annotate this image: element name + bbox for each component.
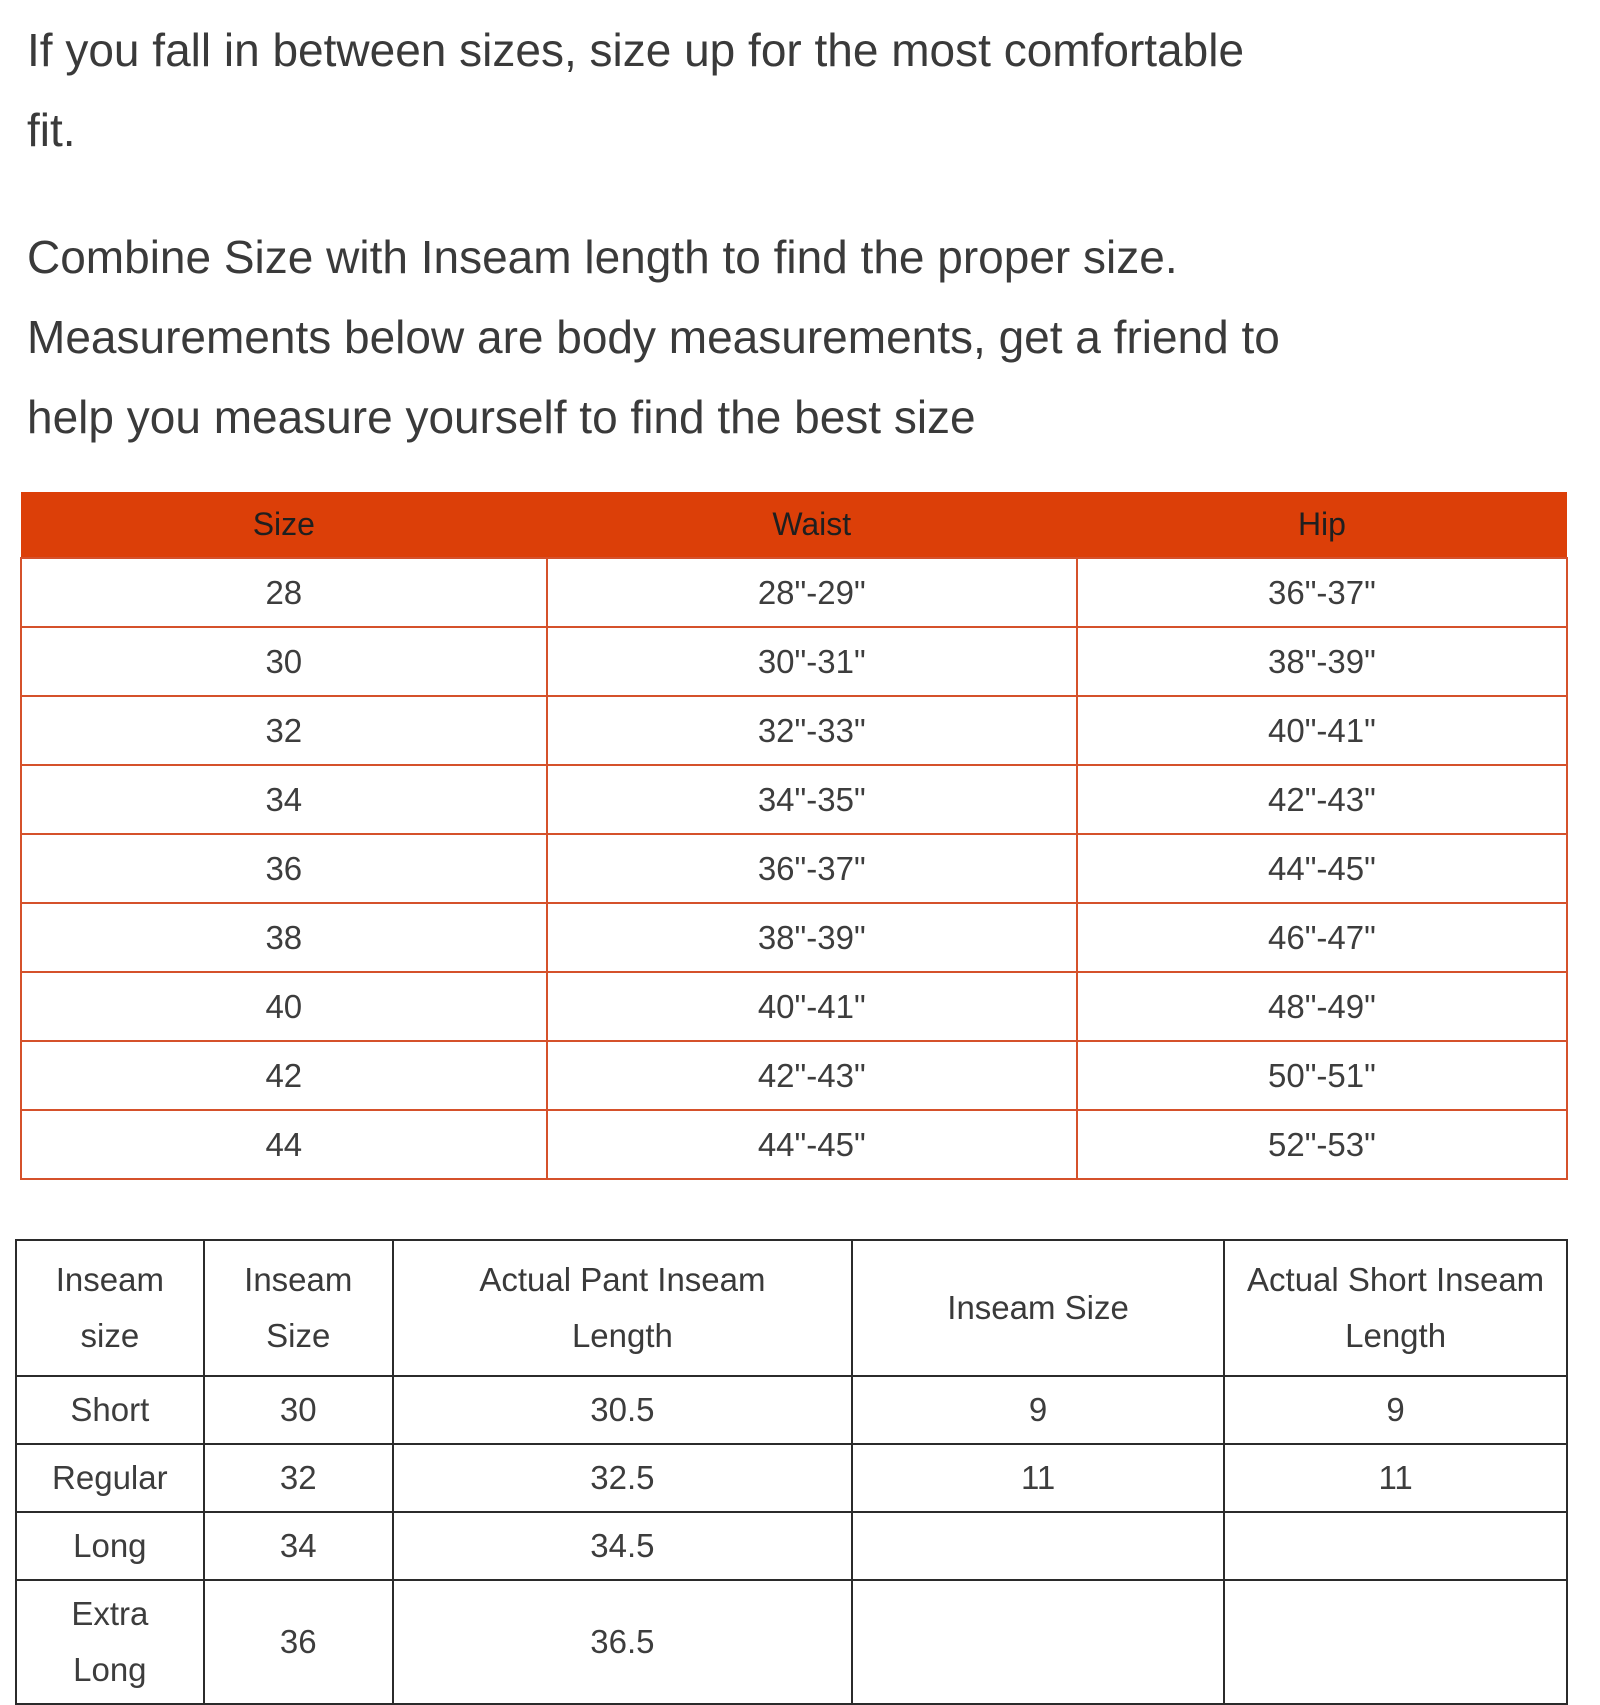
inseam-chart-cell: Extra Long	[16, 1580, 204, 1704]
inseam-chart-header-cell: Inseam Size	[204, 1240, 393, 1376]
size-chart-cell: 38"-39"	[1077, 627, 1567, 696]
inseam-chart-row	[16, 1376, 1567, 1444]
inseam-chart-row	[16, 1580, 1567, 1704]
size-chart-cell: 32"-33"	[547, 696, 1077, 765]
size-chart-row	[21, 696, 1567, 765]
size-chart-cell: 40"-41"	[1077, 696, 1567, 765]
inseam-chart-cell: 9	[1224, 1376, 1567, 1444]
inseam-chart-cell: 32.5	[393, 1444, 852, 1512]
inseam-chart-cell: 11	[852, 1444, 1224, 1512]
measure-instructions-line: Measurements below are body measurements, get a friend to	[27, 311, 1280, 363]
fit-note-line: fit.	[27, 104, 76, 156]
size-chart-row	[21, 1110, 1567, 1179]
size-chart-cell: 38	[21, 903, 547, 972]
size-chart-cell: 36	[21, 834, 547, 903]
inseam-chart-header-cell: Actual Short Inseam Length	[1224, 1240, 1567, 1376]
inseam-chart-row	[16, 1444, 1567, 1512]
inseam-chart-cell: Long	[16, 1512, 204, 1580]
size-chart-row	[21, 558, 1567, 627]
inseam-chart-cell	[1224, 1512, 1567, 1580]
size-chart-row	[21, 1041, 1567, 1110]
size-chart-cell: 28	[21, 558, 547, 627]
measure-instructions-paragraph	[27, 217, 1600, 457]
inseam-chart-cell	[1224, 1580, 1567, 1704]
size-chart-cell: 36"-37"	[547, 834, 1077, 903]
size-chart-row	[21, 972, 1567, 1041]
inseam-chart-header-cell: Inseam Size	[852, 1240, 1224, 1376]
size-chart-cell: 44"-45"	[547, 1110, 1077, 1179]
size-chart-table	[20, 492, 1568, 1180]
size-chart-cell: 32	[21, 696, 547, 765]
inseam-chart-cell	[852, 1580, 1224, 1704]
size-chart-cell: 42	[21, 1041, 547, 1110]
inseam-chart-cell: 34	[204, 1512, 393, 1580]
size-chart-row	[21, 627, 1567, 696]
size-chart-header-row	[21, 492, 1567, 558]
size-chart-cell: 50"-51"	[1077, 1041, 1567, 1110]
size-chart-cell: 38"-39"	[547, 903, 1077, 972]
inseam-chart-cell: 34.5	[393, 1512, 852, 1580]
measure-instructions-line: help you measure yourself to find the best size	[27, 391, 976, 443]
size-chart-cell: 52"-53"	[1077, 1110, 1567, 1179]
size-chart-cell: 30	[21, 627, 547, 696]
size-chart-header-cell: Hip	[1077, 492, 1567, 558]
size-chart-cell: 46"-47"	[1077, 903, 1567, 972]
size-chart-cell: 30"-31"	[547, 627, 1077, 696]
size-chart-cell: 44"-45"	[1077, 834, 1567, 903]
size-chart-cell: 42"-43"	[547, 1041, 1077, 1110]
inseam-chart-cell: 11	[1224, 1444, 1567, 1512]
size-chart-cell: 40"-41"	[547, 972, 1077, 1041]
fit-note-line: If you fall in between sizes, size up for the most comfortable	[27, 24, 1245, 76]
inseam-chart-cell: 30	[204, 1376, 393, 1444]
size-chart-row	[21, 834, 1567, 903]
size-chart-cell: 42"-43"	[1077, 765, 1567, 834]
inseam-chart-header-cell: Inseam size	[16, 1240, 204, 1376]
fit-note-paragraph	[27, 0, 1600, 170]
inseam-chart-cell: 30.5	[393, 1376, 852, 1444]
size-chart-cell: 40	[21, 972, 547, 1041]
size-chart-cell: 44	[21, 1110, 547, 1179]
size-chart-header-cell: Waist	[547, 492, 1077, 558]
inseam-chart-cell: 36.5	[393, 1580, 852, 1704]
size-chart-header-cell: Size	[21, 492, 547, 558]
inseam-chart-cell: 36	[204, 1580, 393, 1704]
inseam-chart-cell	[852, 1512, 1224, 1580]
inseam-chart-cell: 32	[204, 1444, 393, 1512]
inseam-chart-cell: Regular	[16, 1444, 204, 1512]
size-chart-cell: 36"-37"	[1077, 558, 1567, 627]
inseam-chart-header-row	[16, 1240, 1567, 1376]
size-chart-cell: 28"-29"	[547, 558, 1077, 627]
size-chart-cell: 34	[21, 765, 547, 834]
inseam-chart-cell: Short	[16, 1376, 204, 1444]
size-chart-row	[21, 903, 1567, 972]
inseam-chart-cell: 9	[852, 1376, 1224, 1444]
inseam-chart-row	[16, 1512, 1567, 1580]
measure-instructions-line: Combine Size with Inseam length to find the proper size.	[27, 231, 1178, 283]
size-chart-row	[21, 765, 1567, 834]
size-chart-cell: 34"-35"	[547, 765, 1077, 834]
inseam-chart-header-cell: Actual Pant Inseam Length	[393, 1240, 852, 1376]
inseam-chart-table	[15, 1239, 1568, 1705]
size-chart-cell: 48"-49"	[1077, 972, 1567, 1041]
